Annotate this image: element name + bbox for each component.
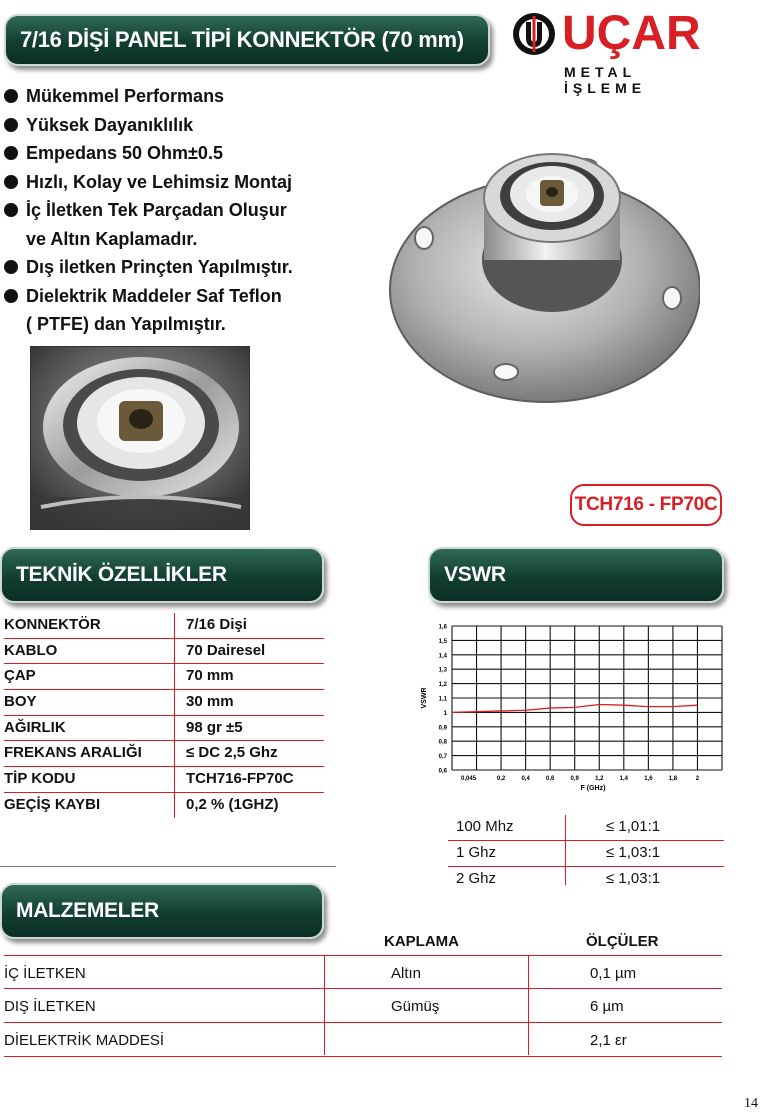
- y-tick-label: 1: [443, 710, 447, 717]
- table-row: TİP KODU TCH716-FP70C: [4, 767, 324, 793]
- feature-item: Dielektrik Maddeler Saf Teflon: [4, 282, 364, 311]
- y-tick-label: 1,1: [438, 696, 447, 703]
- feature-item: Yüksek Dayanıklılık: [4, 111, 364, 140]
- feature-item: İç İletken Tek Parçadan Oluşur: [4, 196, 364, 225]
- feature-item: Hızlı, Kolay ve Lehimsiz Montaj: [4, 168, 364, 197]
- vswr-banner: [428, 547, 724, 603]
- table-row: DİELEKTRİK MADDESİ 2,1 εr: [4, 1023, 722, 1057]
- table-row: İÇ İLETKEN Altın 0,1 µm: [4, 955, 722, 989]
- product-code-badge: TCH716 - FP70C: [570, 484, 722, 526]
- y-tick-label: 1,3: [438, 667, 447, 674]
- table-row: 2 Ghz ≤ 1,03:1: [456, 870, 661, 887]
- x-tick-label: 0,6: [546, 776, 555, 782]
- table-row: FREKANS ARALIĞI ≤ DC 2,5 Ghz: [4, 741, 324, 767]
- materials-banner: [0, 883, 324, 939]
- bullet-icon: [4, 118, 18, 132]
- coating-column-header: KAPLAMA: [384, 933, 459, 950]
- y-tick-label: 0,9: [438, 725, 447, 732]
- title-banner: [4, 14, 490, 66]
- table-row: AĞIRLIK 98 gr ±5: [4, 716, 324, 742]
- feature-item: Mükemmel Performans: [4, 82, 364, 111]
- x-tick-label: 1,8: [668, 776, 678, 782]
- section-divider: [0, 866, 336, 867]
- x-tick-label: 1,6: [644, 776, 653, 782]
- section-title: MALZEMELER: [16, 899, 159, 922]
- logo-mark-icon: [512, 12, 556, 56]
- logo-name: UÇAR: [562, 7, 701, 60]
- page-title: 7/16 DİŞİ PANEL TİPİ KONNEKTÖR (70 mm): [20, 27, 464, 52]
- vswr-chart: [418, 618, 728, 802]
- y-axis-label: VSWR: [421, 687, 428, 709]
- feature-item-continuation: ve Altın Kaplamadır.: [26, 228, 198, 249]
- y-tick-label: 0,6: [438, 768, 447, 775]
- bullet-icon: [4, 89, 18, 103]
- table-row: DIŞ İLETKEN Gümüş 6 µm: [4, 989, 722, 1023]
- feature-item: Dış iletken Prinçten Yapılmıştır.: [4, 253, 364, 282]
- bullet-icon: [4, 175, 18, 189]
- page-number: 14: [744, 1096, 758, 1111]
- section-title: VSWR: [444, 563, 506, 586]
- bullet-icon: [4, 289, 18, 303]
- table-divider: [174, 613, 175, 818]
- y-tick-label: 0,8: [438, 739, 447, 746]
- table-row: ÇAP 70 mm: [4, 664, 324, 690]
- bullet-icon: [4, 146, 18, 160]
- y-tick-label: 1,5: [438, 638, 447, 645]
- table-divider: [528, 955, 529, 1055]
- bullet-icon: [4, 260, 18, 274]
- section-title: TEKNİK ÖZELLİKLER: [16, 563, 227, 586]
- bullet-icon: [4, 203, 18, 217]
- x-axis-label: F (GHz): [580, 785, 606, 792]
- feature-item: Empedans 50 Ohm±0.5: [4, 139, 364, 168]
- table-row: 100 Mhz ≤ 1,01:1: [448, 815, 724, 841]
- x-tick-label: 0,2: [496, 776, 506, 782]
- feature-list: [4, 82, 364, 339]
- ucar-logo: [512, 7, 726, 96]
- tech-specs-banner: [0, 547, 324, 603]
- x-tick-label: 1,2: [595, 776, 604, 782]
- x-tick-label: 2: [695, 776, 700, 782]
- x-tick-label: 0,9: [570, 776, 579, 782]
- table-row: BOY 30 mm: [4, 690, 324, 716]
- table-row: KABLO 70 Dairesel: [4, 639, 324, 665]
- feature-item-continuation: ( PTFE) dan Yapılmıştır.: [26, 314, 226, 334]
- vswr-table: [448, 815, 724, 893]
- table-row: GEÇİŞ KAYBI 0,2 % (1GHZ): [4, 795, 279, 813]
- connector-closeup-photo: [30, 346, 250, 530]
- x-tick-label: 0,045: [461, 776, 477, 782]
- y-tick-label: 0,7: [438, 754, 447, 761]
- materials-table: [4, 955, 722, 1057]
- x-tick-label: 1,4: [619, 776, 628, 782]
- logo-subtitle: METAL İŞLEME: [564, 64, 647, 96]
- tech-specs-table: [4, 613, 324, 819]
- y-tick-label: 1,4: [438, 653, 447, 660]
- y-tick-label: 1,6: [438, 624, 447, 631]
- table-row: KONNEKTÖR 7/16 Dişi: [4, 613, 324, 639]
- y-tick-label: 1,2: [438, 682, 447, 689]
- connector-product-photo: [380, 150, 700, 410]
- size-column-header: ÖLÇÜLER: [586, 933, 659, 950]
- table-row: 1 Ghz ≤ 1,03:1: [448, 841, 724, 867]
- table-divider: [324, 955, 325, 1055]
- table-divider: [565, 815, 566, 885]
- x-tick-label: 0,4: [521, 776, 530, 782]
